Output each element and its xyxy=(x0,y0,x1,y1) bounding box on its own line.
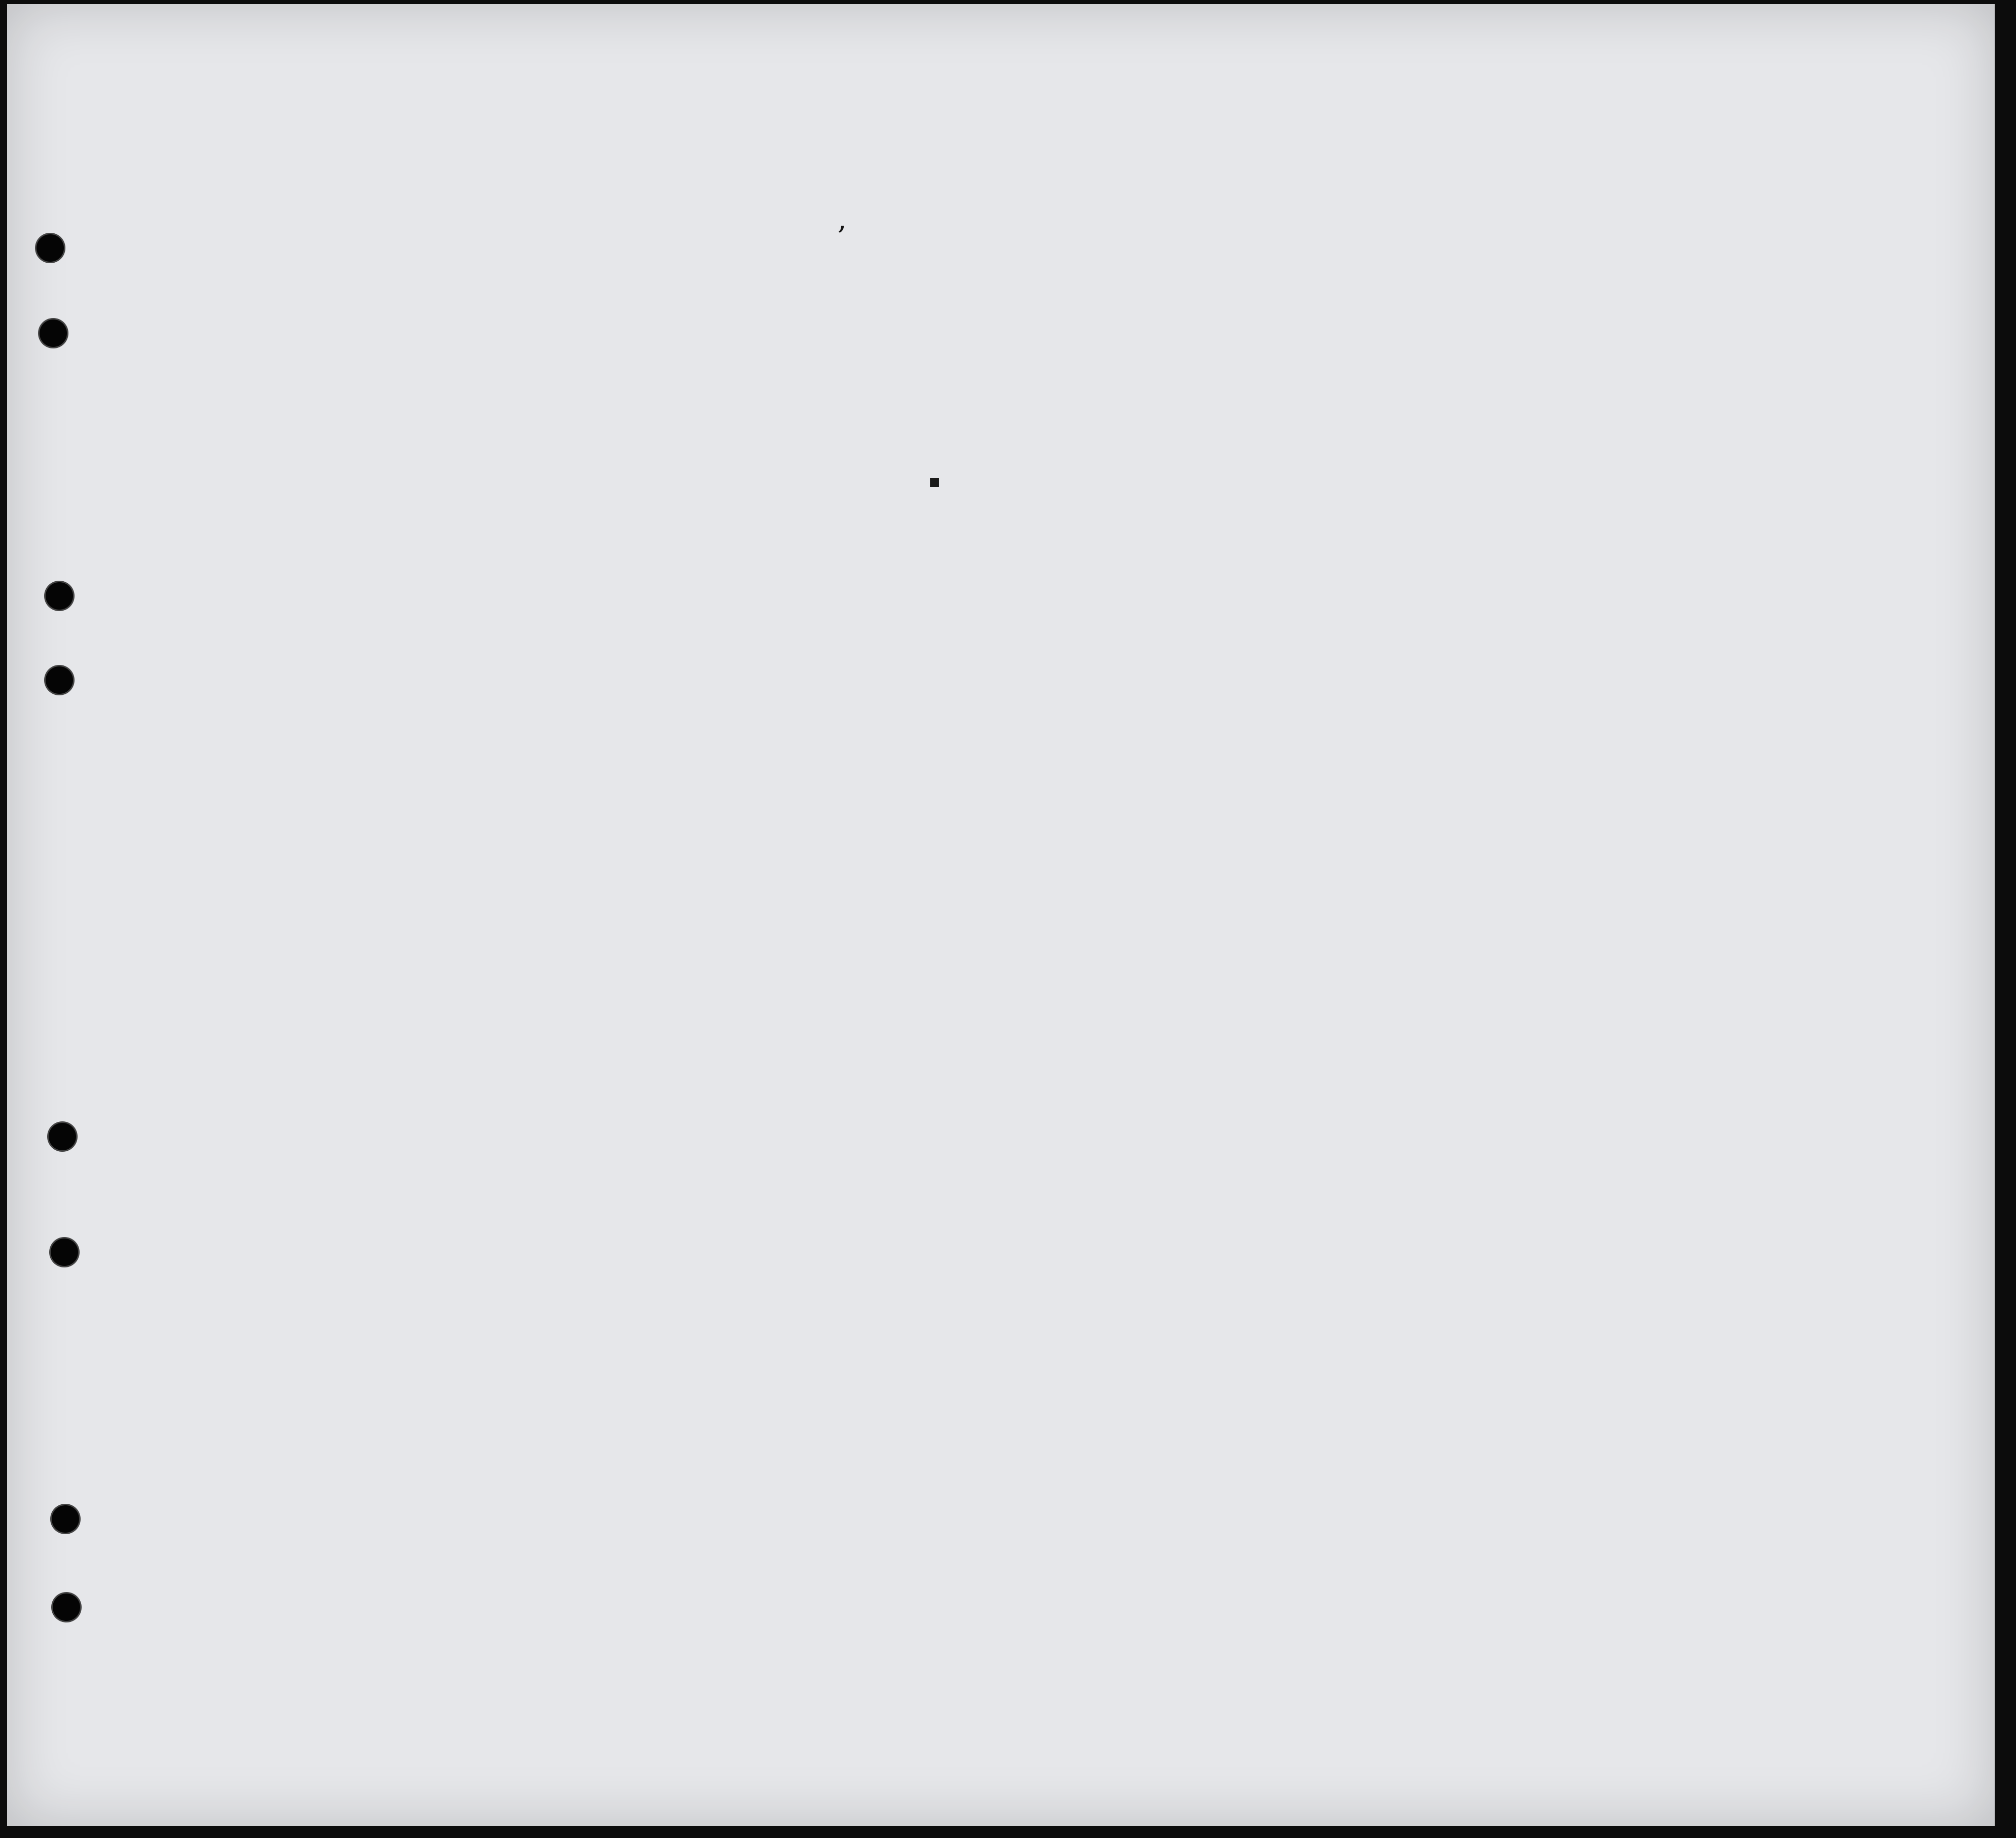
binder-hole xyxy=(51,1239,78,1266)
binder-hole xyxy=(40,320,67,347)
binder-hole xyxy=(53,1594,80,1621)
binder-hole xyxy=(46,666,73,694)
binder-hole xyxy=(37,234,64,262)
manifest-sheet: , ■ xyxy=(7,4,1995,1826)
form-grid xyxy=(7,4,1995,1826)
binder-hole xyxy=(52,1505,79,1533)
binder-hole xyxy=(46,582,73,610)
binder-hole xyxy=(49,1123,76,1150)
